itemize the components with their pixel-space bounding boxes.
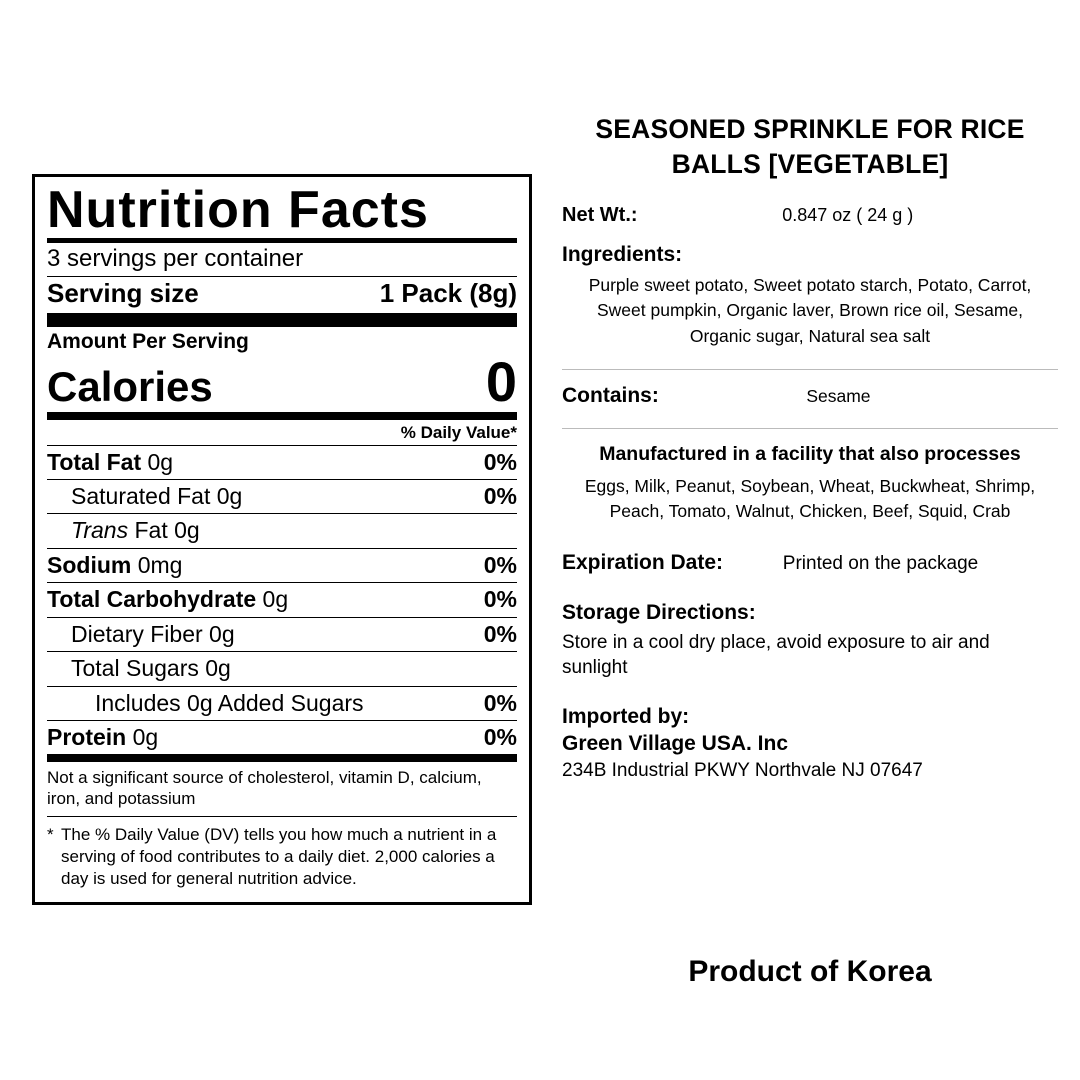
nutrient-row-protein: [47, 721, 517, 754]
nutrient-amount-sodium: 0mg: [131, 551, 183, 578]
ingredients-text: Purple sweet potato, Sweet potato starch, Potato, Carrot, Sweet pumpkin, Organic laver, Brown rice oil, Sesame, Organic sugar, Natural sea salt: [588, 274, 1032, 346]
nutrient-label-added-sugars: Includes 0g Added Sugars: [95, 689, 364, 716]
nutrient-label-trans-fat: [71, 517, 200, 543]
contains-label: Contains:: [562, 384, 659, 408]
calories-label: Calories: [47, 363, 213, 411]
serving-size-row: [47, 277, 517, 313]
calories-value: 0: [485, 349, 517, 413]
facility-heading: Manufactured in a facility that also processes: [599, 443, 1021, 466]
nutrient-name-sodium: Sodium: [47, 551, 132, 578]
net-weight-value: 0.847 oz ( 24 g ): [782, 204, 914, 225]
imported-by-label: Imported by:: [562, 705, 690, 729]
ingredients-label: Ingredients:: [562, 242, 683, 266]
nutrient-label-total-carbohydrate: [47, 586, 288, 612]
nutrient-row-dietary-fiber: [47, 618, 517, 651]
nutrient-row-trans-fat: [47, 514, 517, 547]
expiration-label: Expiration Date:: [562, 550, 724, 574]
daily-value-header: % Daily Value*: [400, 422, 517, 442]
nutrient-dv-total-carbohydrate: 0%: [483, 586, 517, 613]
footnote-text: The % Daily Value (DV) tells you how much a nutrient in a serving of food contributes to a daily diet. 2,000 calories a day is used for general nutrition advice.: [61, 824, 497, 889]
nutrient-label-total-fat: [47, 449, 173, 475]
importer-address: 234B Industrial PKWY Northvale NJ 07647: [562, 760, 923, 782]
importer-name: Green Village USA. Inc: [562, 732, 789, 756]
nutrient-label-sodium: [47, 552, 182, 578]
nutrient-row-total-carbohydrate: [47, 583, 517, 616]
nutrient-row-added-sugars: [47, 687, 517, 720]
servings-per-container: 3 servings per container: [47, 244, 304, 272]
nutrient-dv-saturated-fat: 0%: [483, 482, 517, 509]
nutrient-dv-dietary-fiber: 0%: [483, 620, 517, 647]
storage-text: Store in a cool dry place, avoid exposure to air and sunlight: [562, 631, 990, 679]
nutrition-facts-title: Nutrition Facts: [47, 181, 429, 239]
nutrient-amount-total-carbohydrate: 0g: [256, 586, 289, 613]
serving-size-value: 1 Pack (8g): [379, 277, 517, 308]
product-info-panel: [562, 112, 1058, 782]
amount-per-serving-label: Amount Per Serving: [47, 329, 249, 353]
footnote-asterisk: *: [47, 824, 54, 844]
nutrition-facts-panel: [32, 174, 532, 905]
contains-row: [562, 384, 1058, 408]
nutrient-amount-total-fat: 0g: [141, 448, 174, 475]
nutrient-amount-protein: 0g: [126, 724, 159, 751]
product-title: SEASONED SPRINKLE FOR RICE BALLS [VEGETABLE]: [595, 114, 1025, 179]
nutrient-row-total-fat: [47, 446, 517, 479]
divider-above-contains: [562, 369, 1058, 370]
contains-value: Sesame: [806, 386, 871, 407]
divider-under-calories: [47, 412, 517, 420]
daily-value-footnote: [47, 817, 517, 892]
storage-label: Storage Directions:: [562, 600, 756, 624]
nutrient-row-sodium: [47, 549, 517, 582]
not-significant-source-note: Not a significant source of cholesterol, vitamin D, calcium, iron, and potassium: [47, 768, 482, 809]
nutrient-row-saturated-fat: [47, 480, 517, 513]
divider-below-contains: [562, 428, 1058, 429]
nutrient-label-dietary-fiber: Dietary Fiber 0g: [71, 620, 235, 647]
nutrient-dv-added-sugars: 0%: [483, 689, 517, 716]
nutrient-name-trans: Trans: [71, 517, 129, 544]
nutrient-label-protein: [47, 724, 158, 750]
divider-thick-top: [47, 313, 517, 327]
net-weight-row: [562, 204, 1058, 227]
divider-under-protein: [47, 754, 517, 762]
facility-text: Eggs, Milk, Peanut, Soybean, Wheat, Buckwheat, Shrimp, Peach, Tomato, Walnut, Chicken, Beef, Squid, Crab: [584, 476, 1036, 522]
nutrient-name-total-fat: Total Fat: [47, 448, 142, 475]
product-of-country: Product of Korea: [688, 955, 932, 988]
expiration-row: [562, 551, 1058, 575]
nutrient-row-total-sugars: [47, 652, 517, 685]
nutrient-name-protein: Protein: [47, 724, 127, 751]
nutrient-dv-total-fat: 0%: [483, 448, 517, 475]
calories-row: [47, 349, 517, 413]
nutrient-name-total-carbohydrate: Total Carbohydrate: [47, 586, 257, 613]
nutrient-dv-sodium: 0%: [483, 551, 517, 578]
expiration-value: Printed on the package: [782, 552, 979, 574]
serving-size-label: Serving size: [47, 277, 199, 308]
nutrient-label-total-sugars: Total Sugars 0g: [71, 655, 231, 682]
nutrient-dv-protein: 0%: [483, 724, 517, 751]
net-weight-label: Net Wt.:: [562, 203, 638, 226]
nutrient-amount-trans-fat: Fat 0g: [134, 517, 200, 544]
nutrient-label-saturated-fat: Saturated Fat 0g: [71, 482, 243, 509]
